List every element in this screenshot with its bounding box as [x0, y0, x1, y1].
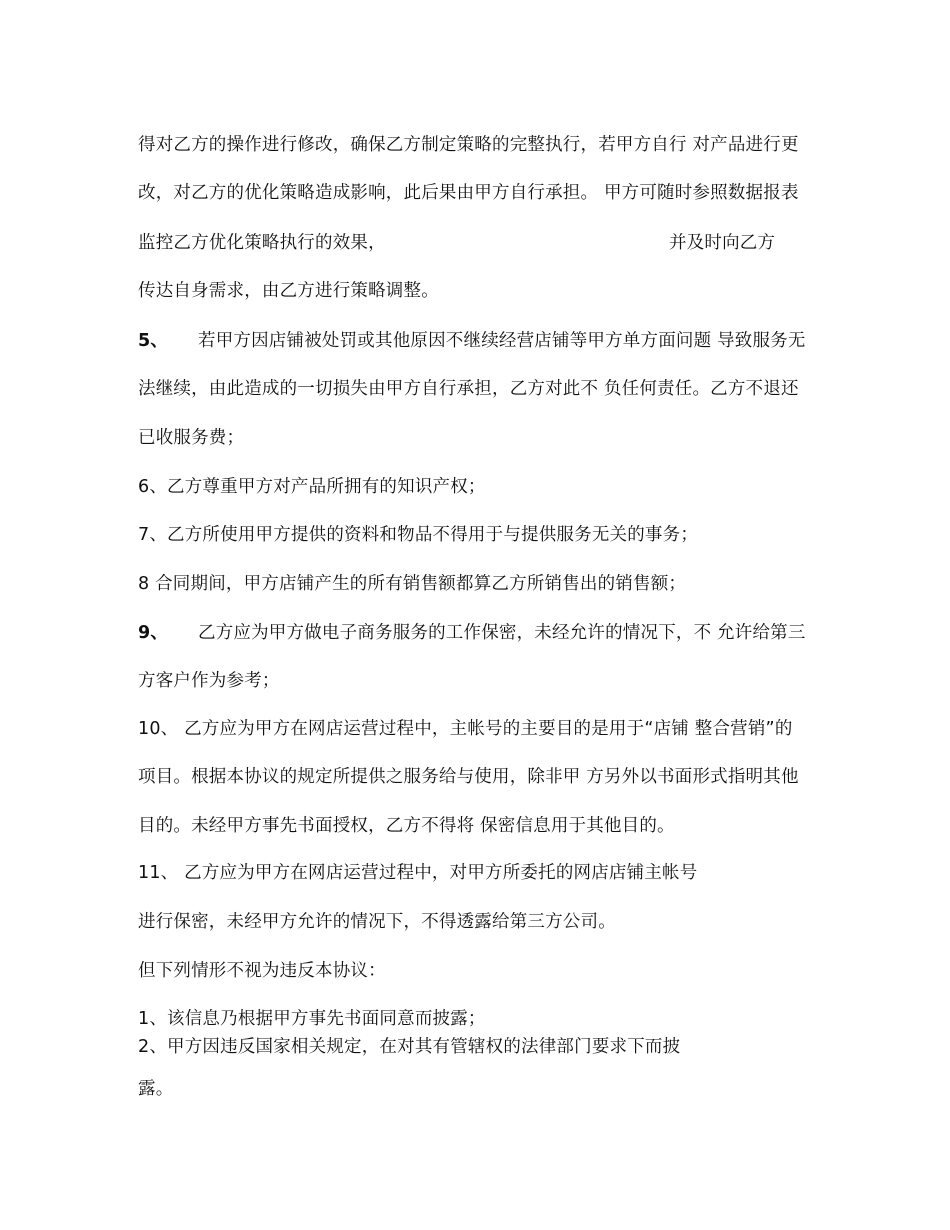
item-7: 7、乙方所使用甲方提供的资料和物品不得用于与提供服务无关的事务；: [138, 525, 699, 545]
item-11: 11、 乙方应为甲方在网店运营过程中，对甲方所委托的网店店铺主帐号: [138, 863, 698, 883]
text-line-3b: 并及时向乙方: [669, 233, 776, 253]
item-number-5: 5、: [138, 331, 169, 351]
item-5-text: 若甲方因店铺被处罚或其他原因不继续经营店铺等甲方单方面问题 导致服务无: [198, 331, 806, 351]
exception-2: 2、甲方因违反国家相关规定，在对其有管辖权的法律部门要求下而披: [138, 1037, 681, 1057]
text-line-2: 改，对乙方的优化策略造成影响，此后果由甲方自行承担。 甲方可随时参照数据报表: [138, 183, 799, 203]
text-line-4: 传达自身需求，由乙方进行策略调整。: [138, 281, 439, 301]
text-line-6: 法继续，由此造成的一切损失由甲方自行承担，乙方对此不 负任何责任。乙方不退还: [138, 379, 799, 399]
text-line-7: 已收服务费；: [138, 428, 245, 448]
text-line-3: 监控乙方优化策略执行的效果，: [138, 233, 386, 253]
item-10: 10、 乙方应为甲方在网店运营过程中，主帐号的主要目的是用于“店铺 整合营销”的: [138, 719, 793, 739]
text-line-1: 得对乙方的操作进行修改，确保乙方制定策略的完整执行，若甲方自行 对产品进行更: [138, 135, 799, 155]
exception-2b: 露。: [138, 1079, 174, 1099]
text-line-10c: 目的。未经甲方事先书面授权，乙方不得将 保密信息用于其他目的。: [138, 816, 675, 836]
item-8: 8 合同期间，甲方店铺产生的所有销售额都算乙方所销售出的销售额；: [138, 574, 687, 594]
item-number-9: 9、: [138, 623, 169, 643]
text-line-9b: 方客户作为参考；: [138, 671, 280, 691]
exception-1: 1、该信息乃根据甲方事先书面同意而披露；: [138, 1009, 486, 1029]
text-line-10b: 项目。根据本协议的规定所提供之服务给与使用，除非甲 方另外以书面形式指明其他: [138, 767, 799, 787]
text-line-11b: 进行保密，未经甲方允许的情况下，不得透露给第三方公司。: [138, 912, 616, 932]
item-6: 6、乙方尊重甲方对产品所拥有的知识产权；: [138, 477, 486, 497]
item-9-text: 乙方应为甲方做电子商务服务的工作保密，未经允许的情况下，不 允许给第三: [198, 623, 806, 643]
exceptions-heading: 但下列情形不视为违反本协议：: [138, 961, 386, 981]
